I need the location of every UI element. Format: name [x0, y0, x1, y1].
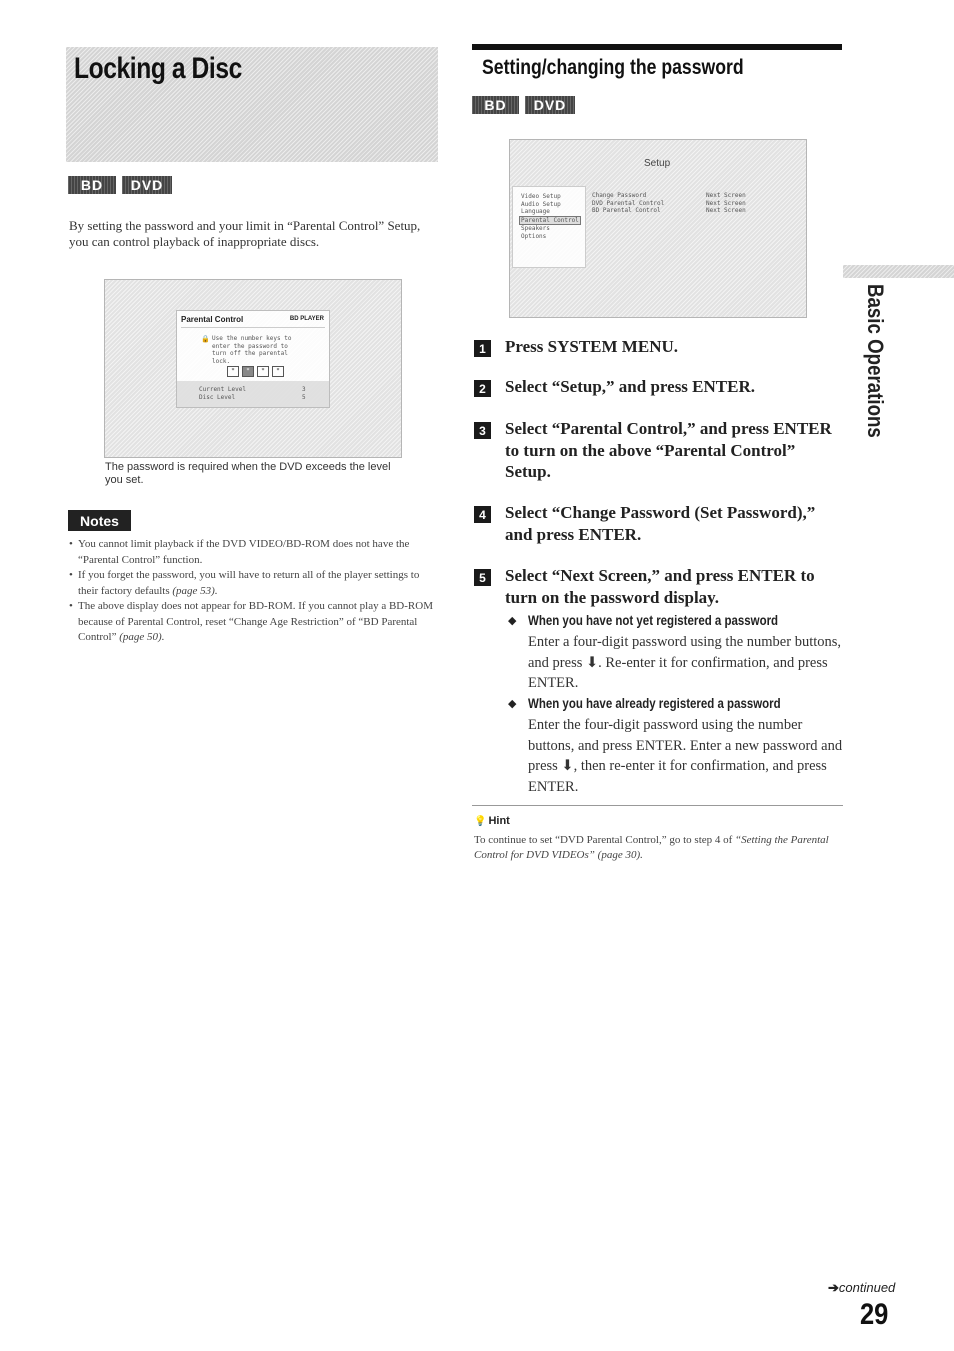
option-item[interactable]: BD Parental Control [592, 207, 661, 214]
menu-item[interactable]: Speakers [521, 225, 550, 232]
menu-item[interactable]: Language [521, 208, 550, 215]
step-text: Select “Next Screen,” and press ENTER to turn on the password display. [505, 566, 815, 607]
step-number: 5 [474, 569, 491, 586]
password-boxes[interactable] [227, 366, 284, 377]
step-number: 2 [474, 380, 491, 397]
level-values: 3 5 [302, 386, 306, 401]
setup-screen-title: Setup [644, 158, 671, 169]
note-item: • The above display does not appear for BD-ROM. If you cannot play a BD-ROM because of Parental Control, reset “Change Age Restriction” of “BD Parental Control” (page 50). [69, 600, 433, 643]
lightbulb-icon: 💡 [474, 816, 487, 827]
notes-list [69, 537, 441, 646]
lock-icon: 🔒 [201, 335, 210, 343]
option-item[interactable]: DVD Parental Control [592, 199, 665, 207]
password-digit-box[interactable]: * [272, 366, 284, 377]
bullet: • [69, 538, 73, 550]
dialog-title: Parental Control [181, 315, 244, 324]
sub-step-body: Enter the four-digit password using the number buttons, and press ENTER. Enter a new password and press ⬇, then re-enter it for confirmation, and press ENTER. [528, 717, 843, 795]
setup-screen [509, 139, 807, 318]
next-screen-item[interactable]: Next Screen [706, 207, 746, 214]
bullet: • [69, 600, 73, 612]
level-labels: Current Level Disc Level [199, 386, 246, 401]
side-tab-marker [843, 265, 954, 278]
dialog-divider [181, 327, 325, 328]
level-info-panel [177, 381, 329, 407]
arrow-right-icon: ➔ [828, 1280, 839, 1295]
hint-text: To continue to set “DVD Parental Control,” go to step 4 of “Setting the Parental Control for DVD VIDEOs” (page 30). [474, 834, 829, 861]
continued-note: ➔continued [828, 1280, 896, 1295]
step-text: Select “Change Password (Set Password),” and press ENTER. [505, 503, 816, 544]
setup-actions [706, 192, 746, 215]
note-item: • You cannot limit playback if the DVD VIDEO/BD-ROM does not have the “Parental Control” function. [69, 538, 410, 566]
hint-heading: 💡 Hint [474, 815, 510, 827]
password-digit-box[interactable]: * [242, 366, 254, 377]
diamond-bullet-icon: ◆ [508, 615, 517, 627]
section-rule [472, 44, 842, 50]
hint-divider [472, 805, 843, 806]
setup-menu [512, 186, 586, 268]
step-number: 1 [474, 340, 491, 357]
page-number: 29 [860, 1298, 889, 1331]
side-tab-label: Basic Operations [863, 284, 888, 438]
dvd-badge: DVD [122, 176, 172, 194]
menu-item[interactable]: Video Setup [521, 193, 561, 200]
step-text: Press SYSTEM MENU. [505, 337, 678, 356]
menu-item[interactable]: Audio Setup [521, 200, 561, 208]
next-screen-item[interactable]: Next Screen [706, 192, 746, 199]
dialog-message: Use the number keys to enter the password to turn off the parental lock. [212, 335, 292, 365]
section-title: Locking a Disc [74, 52, 242, 85]
bullet: • [69, 569, 73, 581]
menu-item-selected[interactable]: Parental Control [521, 216, 579, 224]
bd-badge: BD [472, 96, 519, 114]
parental-control-screen [104, 279, 402, 458]
step-number: 4 [474, 506, 491, 523]
hint-reference: “Setting the Parental Control for DVD VIDEOs” (page 30). [474, 834, 829, 861]
setup-options [592, 192, 664, 215]
intro-text: By setting the password and your limit in “Parental Control” Setup, you can control playback of inappropriate discs. [69, 218, 421, 249]
step-text: Select “Setup,” and press ENTER. [505, 377, 755, 396]
sub-step-heading: When you have not yet registered a password [528, 612, 779, 628]
sub-step-heading: When you have already registered a password [528, 695, 781, 711]
option-item[interactable]: Change Password [592, 192, 647, 199]
sub-step-body: Enter a four-digit password using the number buttons, and press ⬇. Re-enter it for confirmation, and press ENTER. [528, 634, 842, 691]
step-text: Select “Parental Control,” and press ENTER to turn on the above “Parental Control” Setup. [505, 419, 832, 481]
password-digit-box[interactable]: * [257, 366, 269, 377]
menu-item[interactable]: Options [521, 232, 547, 240]
notes-label: Notes [68, 510, 131, 531]
next-screen-item[interactable]: Next Screen [706, 199, 746, 207]
password-digit-box[interactable]: * [227, 366, 239, 377]
screen-caption: The password is required when the DVD exceeds the level you set. [105, 461, 391, 486]
section-heading: Setting/changing the password [482, 56, 744, 79]
step-number: 3 [474, 422, 491, 439]
dialog-tag: BD PLAYER [289, 316, 324, 322]
dvd-badge: DVD [525, 96, 575, 114]
parental-control-dialog [176, 310, 330, 408]
note-item: • If you forget the password, you will have to return all of the player settings to their factory defaults (page 53). [69, 569, 420, 597]
bd-badge: BD [68, 176, 116, 194]
diamond-bullet-icon: ◆ [508, 698, 517, 710]
